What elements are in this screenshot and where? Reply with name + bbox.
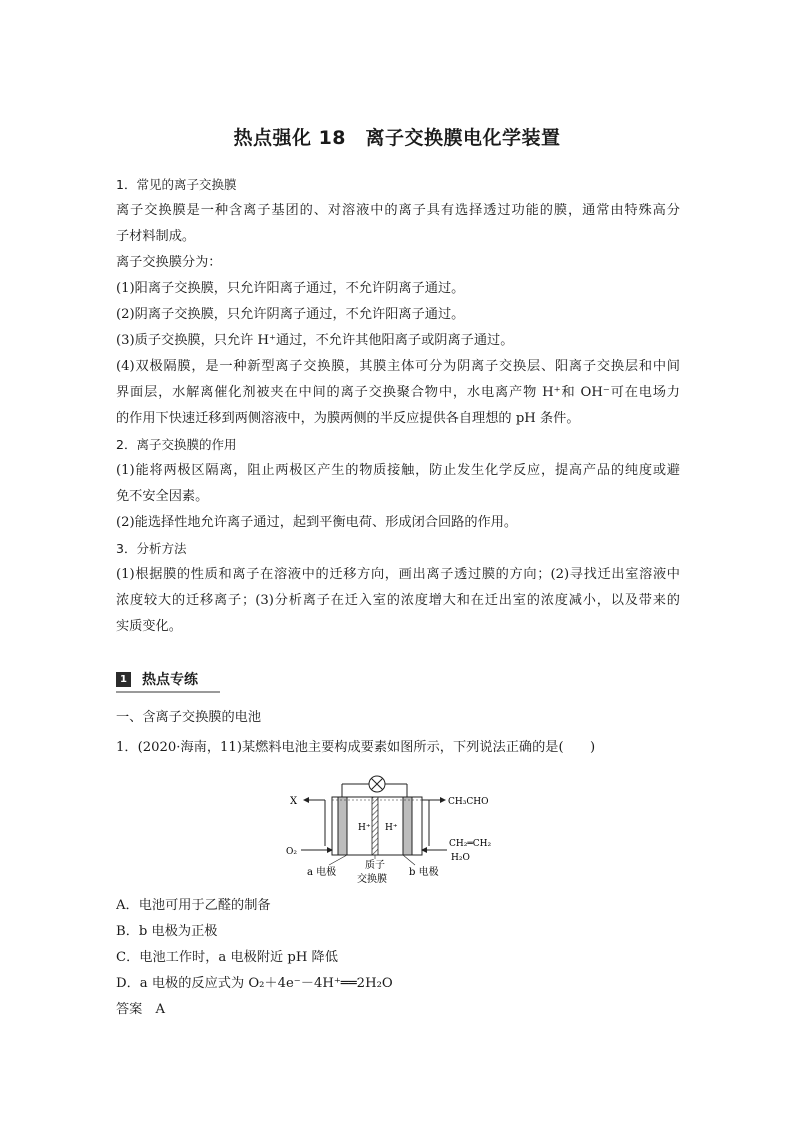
label-o2: O₂: [286, 847, 297, 857]
proton-exchange-membrane: [372, 797, 378, 855]
banner-badge: 1: [116, 672, 131, 687]
paragraph-line: 实质变化。: [116, 619, 182, 634]
label-h2o: H₂O: [451, 853, 470, 863]
option-c: C．电池工作时，a 电极附近 pH 降低: [116, 950, 338, 965]
label-ch3cho: CH₃CHO: [448, 797, 489, 807]
label-electrode-b: b 电极: [409, 867, 439, 878]
answer: 答案 A: [116, 1002, 166, 1017]
paragraph-line: 离子交换膜分为：: [116, 255, 222, 270]
paragraph-line: 离子交换膜是一种含离子基团的、对溶液中的离子具有选择透过功能的膜，通常由特殊高分: [116, 203, 680, 218]
section-heading-methods: 3．分析方法: [116, 541, 187, 556]
list-item: 免不安全因素。: [116, 489, 209, 504]
banner-label: 热点专练: [142, 672, 198, 688]
options-block: [116, 893, 680, 1023]
h-ion-right: H⁺: [385, 823, 398, 833]
section-heading-membranes: 1．常见的离子交换膜: [116, 177, 237, 192]
option-b: B．b 电极为正极: [116, 924, 218, 939]
list-item: (1)阳离子交换膜，只允许阳离子通过，不允许阴离子通过。: [116, 281, 465, 296]
label-ethylene: CH₂═CH₂: [449, 839, 492, 849]
section-heading-functions: 2．离子交换膜的作用: [116, 437, 237, 452]
paragraph-line: (1)根据膜的性质和离子在溶液中的迁移方向，画出离子透过膜的方向；(2)寻找迁出室溶液中: [116, 567, 680, 582]
fuel-cell-diagram: [285, 772, 515, 890]
h-ion-left: H⁺: [358, 823, 371, 833]
list-item: 的作用下快速迁移到两侧溶液中，为膜两侧的半反应提供各自理想的 pH 条件。: [116, 411, 580, 426]
practice-banner: [116, 669, 220, 693]
paragraph-line: 浓度较大的迁移离子；(3)分析离子在迁入室的浓度增大和在迁出室的浓度减小，以及带来的: [116, 593, 680, 608]
electrode-b: [403, 797, 412, 855]
list-item: (1)能将两极区隔离，阻止两极区产生的物质接触，防止发生化学反应，提高产品的纯度或避: [116, 463, 680, 478]
label-electrode-a: a 电极: [307, 867, 337, 878]
question-block: [116, 705, 680, 761]
list-item: (2)能选择性地允许离子通过，起到平衡电荷、形成闭合回路的作用。: [116, 515, 518, 530]
part-heading: 一、含离子交换膜的电池: [116, 710, 262, 725]
list-item: 界面层，水解离催化剂被夹在中间的离子交换聚合物中，水电离产物 H⁺和 OH⁻可在电场力: [116, 385, 680, 400]
list-item: (2)阴离子交换膜，只允许阴离子通过，不允许阳离子通过。: [116, 307, 465, 322]
page-title: 热点强化 18 离子交换膜电化学装置: [233, 127, 561, 149]
list-item: (3)质子交换膜，只允许 H⁺通过，不允许其他阳离子或阴离子通过。: [116, 333, 514, 348]
intro-content: [116, 172, 680, 640]
option-d: D．a 电极的反应式为 O₂＋4e⁻－4H⁺══2H₂O: [116, 976, 393, 991]
paragraph-line: 子材料制成。: [116, 229, 196, 244]
label-membrane: 质子: [365, 860, 385, 871]
list-item: (4)双极隔膜，是一种新型离子交换膜，其膜主体可分为阴离子交换层、阳离子交换层和中间: [116, 359, 680, 374]
option-a: A．电池可用于乙醛的制备: [116, 898, 271, 913]
label-x: X: [290, 796, 298, 807]
label-membrane: 交换膜: [357, 874, 387, 885]
electrode-a: [338, 797, 347, 855]
question-stem: 1．(2020·海南，11)某燃料电池主要构成要素如图所示，下列说法正确的是( ): [116, 740, 596, 755]
